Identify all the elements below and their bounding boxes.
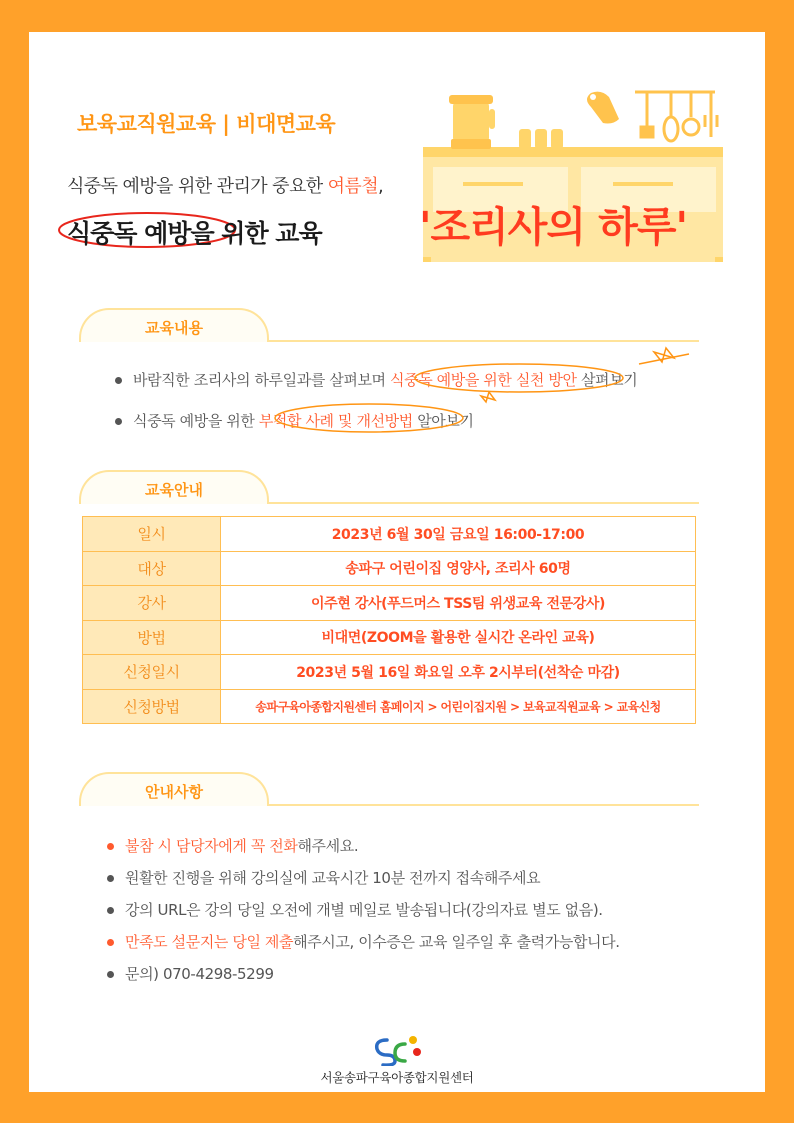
section-guide <box>79 470 699 504</box>
section-tab <box>79 470 269 504</box>
section-contents <box>79 308 699 342</box>
notice-list <box>105 835 620 995</box>
list-item: 원활한 진행을 위해 강의실에 교육시간 10분 전까지 접속해주세요 <box>105 867 620 888</box>
table-row: 방법 비대면(ZOOM을 활용한 실시간 온라인 교육) <box>83 620 696 655</box>
lead-highlight: 여름철 <box>327 176 379 197</box>
logo-mark <box>371 1032 423 1066</box>
section-notice <box>79 772 699 806</box>
list-item: 불참 시 담당자에게 꼭 전화해주세요. <box>105 835 620 856</box>
oven-mitt-icon <box>587 92 619 124</box>
table-row: 강사 이주현 강사(푸드머스 TSS팀 위생교육 전문강사) <box>83 586 696 621</box>
lead-punct: , <box>378 176 384 197</box>
section-title: 교육안내 <box>145 481 203 499</box>
highlight-doodles <box>259 342 699 438</box>
footer-org: 서울송파구육아종합지원센터 <box>320 1070 474 1085</box>
table-row: 대상 송파구 어린이집 영양사, 조리사 60명 <box>83 551 696 586</box>
section-tab <box>79 772 269 806</box>
title: 식중독 예방을 위한 교육 <box>67 219 322 248</box>
list-item: 바람직한 조리사의 하루일과를 살펴보며 식중독 예방을 위한 실천 방안 살펴보기 <box>113 369 637 390</box>
category-kicker: 보육교직원교육 | 비대면교육 <box>77 112 336 136</box>
list-item: 식중독 예방을 위한 부적합 사례 및 개선방법 알아보기 <box>113 410 637 431</box>
section-title: 교육내용 <box>145 319 203 337</box>
section-tab <box>79 308 269 342</box>
table-row: 일시 2023년 6월 30일 금요일 16:00-17:00 <box>83 517 696 552</box>
headline: '조리사의 하루' <box>419 203 688 251</box>
lead-line <box>67 172 383 198</box>
divider <box>267 502 699 504</box>
poster <box>29 32 765 1092</box>
list-item: 만족도 설문지는 당일 제출해주시고, 이수증은 교육 일주일 후 출력가능합니다. <box>105 931 620 952</box>
table-row: 신청방법 송파구육아종합지원센터 홈페이지 > 어린이집지원 > 보육교직원교육 > 교육신청 <box>83 689 696 724</box>
section-title: 안내사항 <box>145 783 203 801</box>
divider <box>267 804 699 806</box>
lead-text: 식중독 예방을 위한 관리가 중요한 <box>67 176 328 197</box>
table-row: 신청일시 2023년 5월 16일 화요일 오후 2시부터(선착순 마감) <box>83 655 696 690</box>
list-item: 강의 URL은 강의 당일 오전에 개별 메일로 발송됩니다(강의자료 별도 없음). <box>105 899 620 920</box>
cups-icon <box>519 129 563 149</box>
utensils-icon <box>635 92 717 141</box>
info-table <box>82 516 696 724</box>
blender-icon <box>449 95 495 149</box>
list-item: 문의) 070-4298-5299 <box>105 963 620 984</box>
